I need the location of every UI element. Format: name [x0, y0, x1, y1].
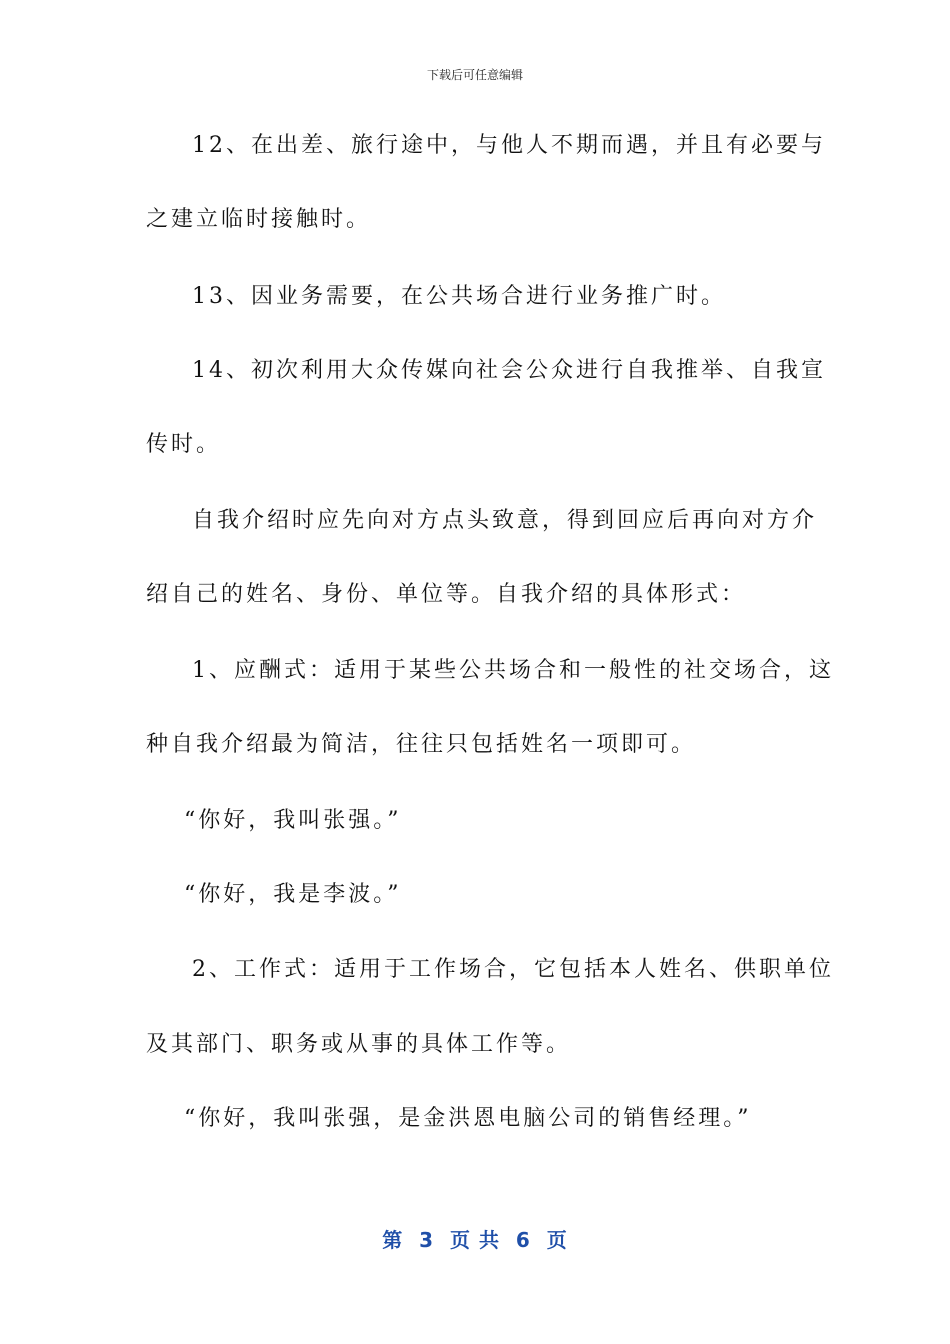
paragraph-line: 及其部门、职务或从事的具体工作等。	[146, 1032, 572, 1057]
paragraph-line: 绍自己的姓名、身份、单位等。自我介绍的具体形式：	[146, 582, 747, 607]
paragraph-line: 自我介绍时应先向对方点头致意，得到回应后再向对方介	[192, 508, 818, 533]
paragraph-line: 1、应酬式：适用于某些公共场合和一般性的社交场合，这	[192, 658, 834, 683]
header-note: 下载后可任意编辑	[426, 68, 523, 82]
paragraph-line: 13、因业务需要，在公共场合进行业务推广时。	[192, 284, 726, 309]
quote-line: “你好，我叫张强。”	[184, 808, 402, 833]
paragraph-line: 12、在出差、旅行途中，与他人不期而遇，并且有必要与	[192, 133, 826, 158]
quote-line: “你好，我叫张强，是金洪恩电脑公司的销售经理。”	[184, 1106, 752, 1131]
page-number: 第 3 页 共 6 页	[382, 1228, 568, 1252]
paragraph-line: 2、工作式：适用于工作场合，它包括本人姓名、供职单位	[192, 957, 834, 982]
paragraph-line: 种自我介绍最为简洁，往往只包括姓名一项即可。	[146, 732, 697, 757]
paragraph-line: 传时。	[146, 432, 222, 457]
paragraph-line: 之建立临时接触时。	[146, 207, 372, 232]
paragraph-line: 14、初次利用大众传媒向社会公众进行自我推举、自我宣	[192, 358, 826, 383]
quote-line: “你好，我是李波。”	[184, 882, 402, 907]
